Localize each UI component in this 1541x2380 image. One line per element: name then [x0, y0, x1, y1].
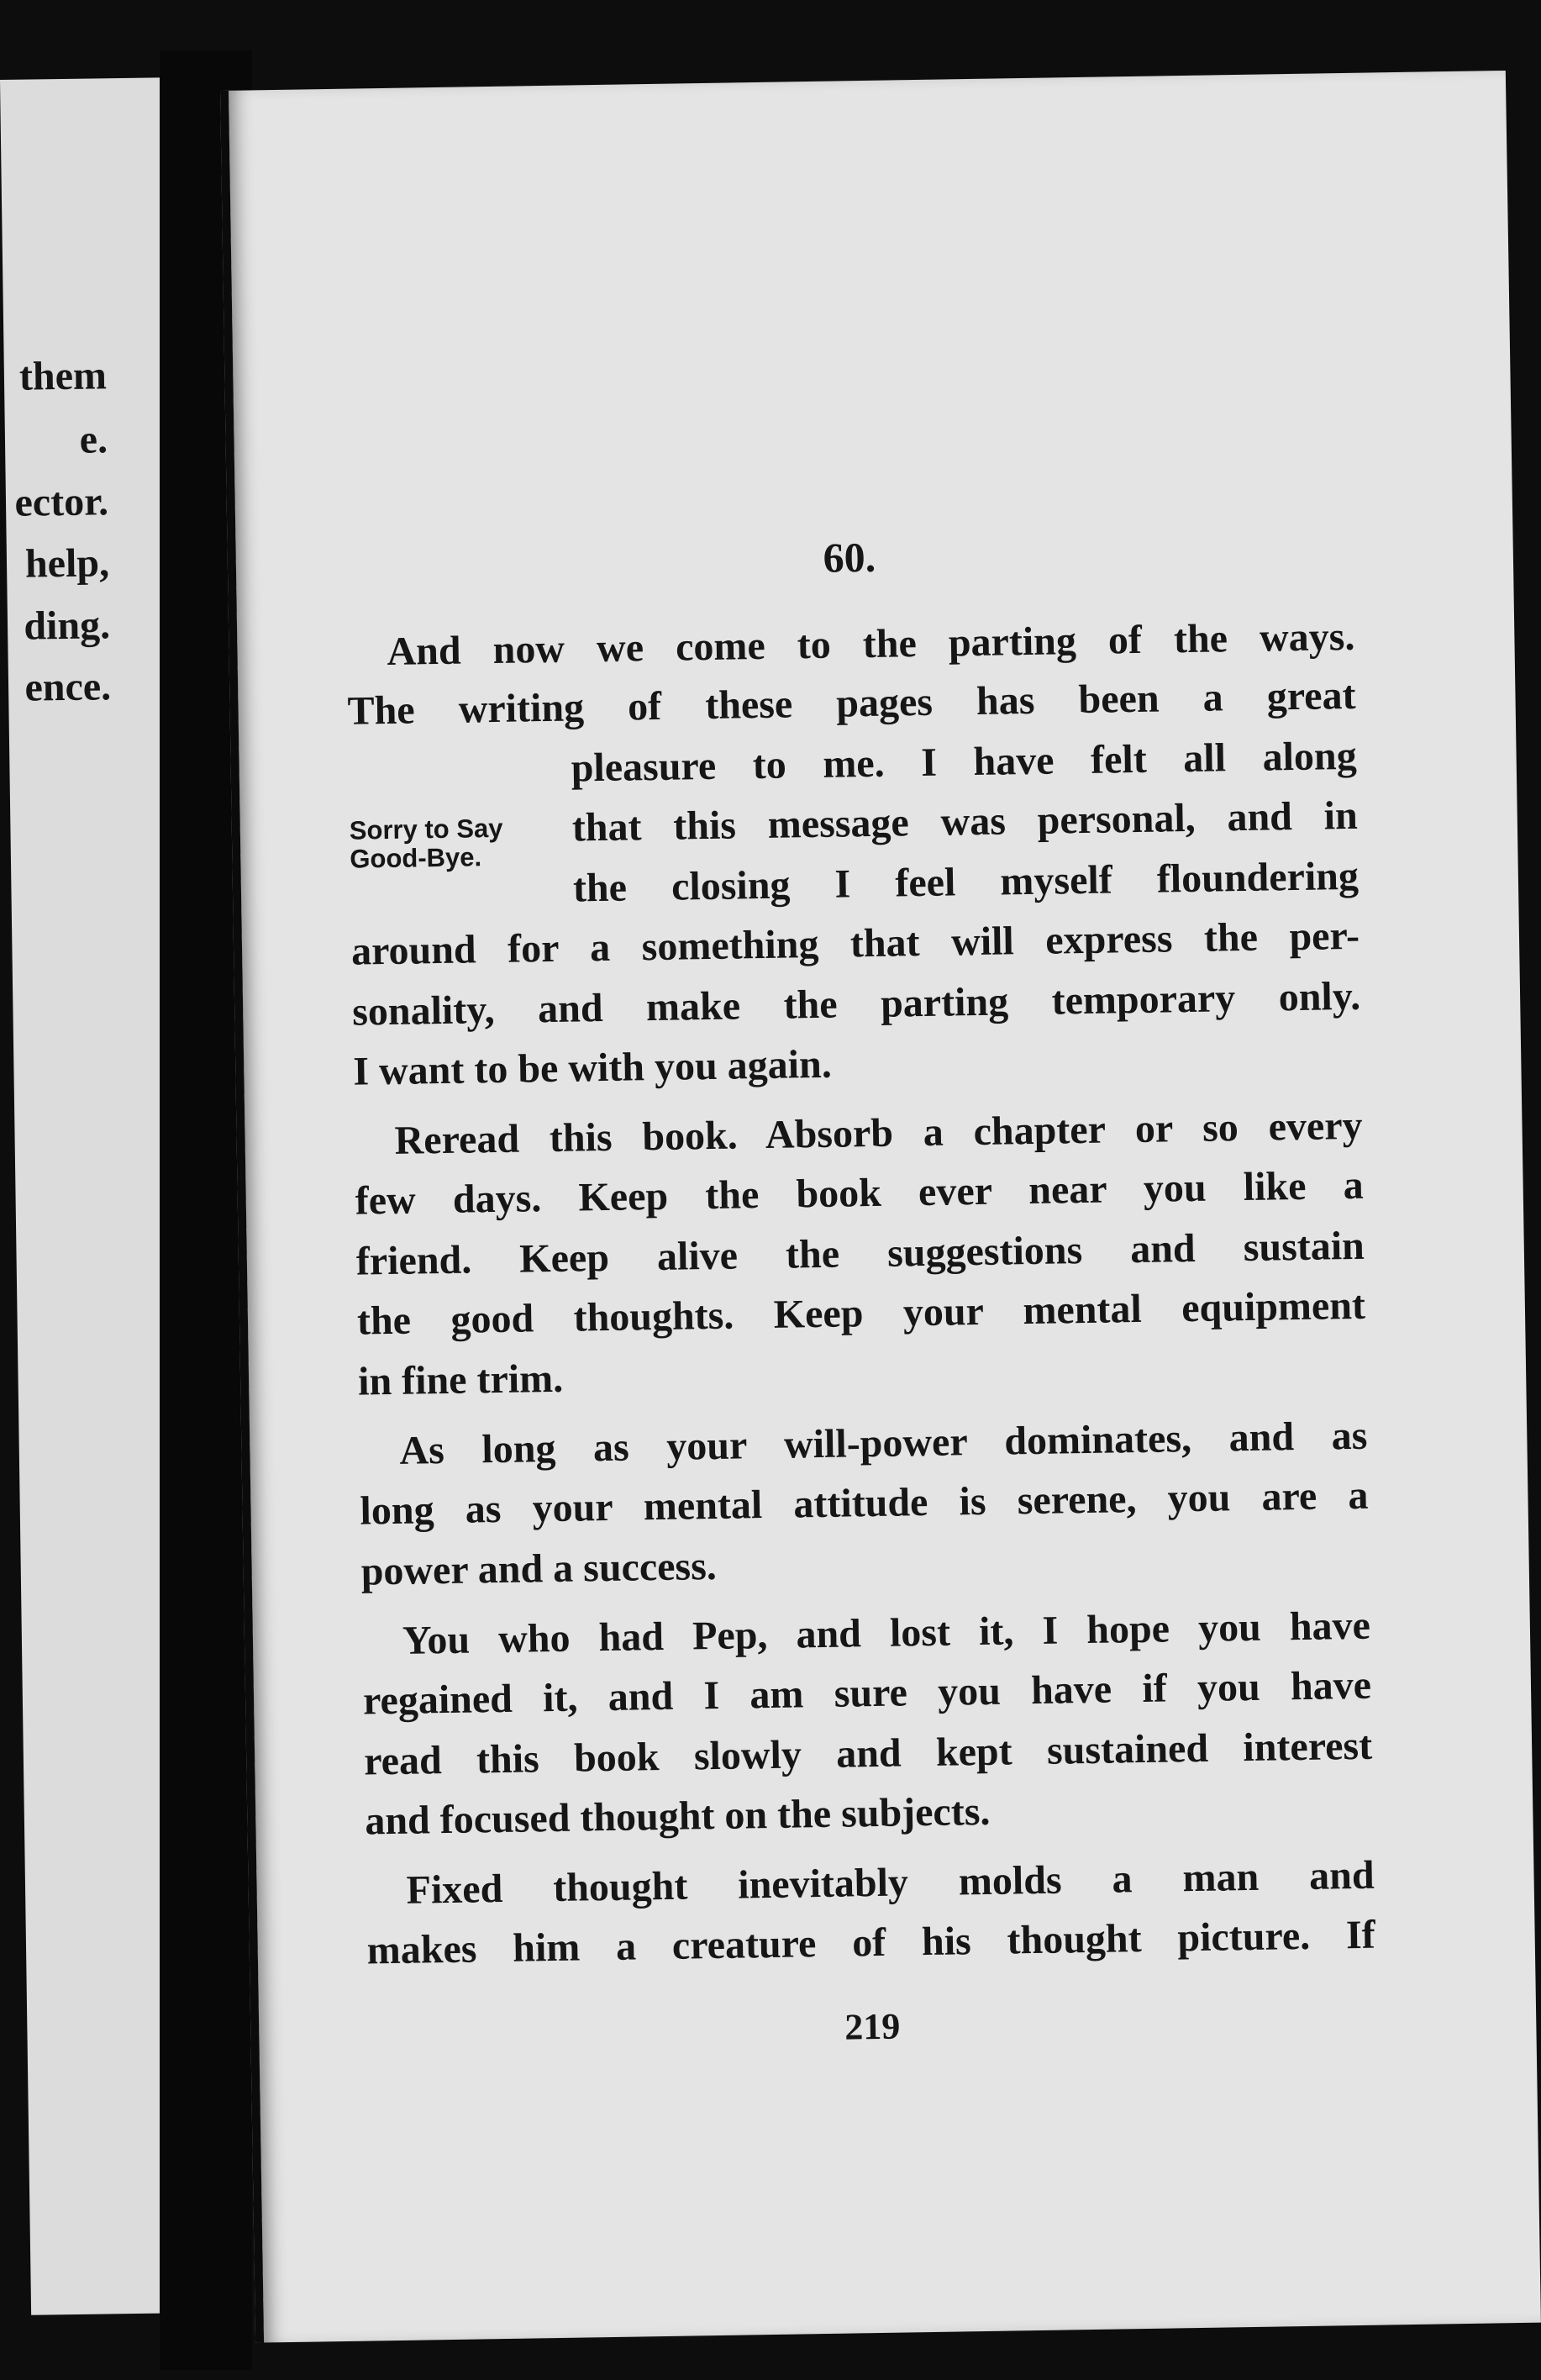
- left-page-fragment: ector.: [14, 479, 109, 525]
- text-line: sonality, and make the parting temporary only.: [351, 973, 1361, 1035]
- chapter-number: 60.: [823, 533, 876, 582]
- text-line: power and a success.: [360, 1543, 718, 1594]
- text-line: the good thoughts. Keep your mental equipment: [356, 1282, 1366, 1344]
- book-page: [220, 71, 1541, 2343]
- page-number: 219: [844, 2005, 901, 2048]
- left-page-fragment: ence.: [24, 664, 112, 710]
- text-line: read this book slowly and kept sustained interest: [363, 1723, 1373, 1784]
- text-line: Reread this book. Absorb a chapter or so every: [394, 1103, 1363, 1163]
- text-line: in fine trim.: [357, 1356, 564, 1404]
- text-line: regained it, and I am sure you have if you have: [362, 1662, 1372, 1724]
- text-line: long as your mental attitude is serene, you are a: [360, 1472, 1369, 1534]
- left-page-fragment: e.: [79, 417, 108, 462]
- text-line: pleasure to me. I have felt all along: [571, 733, 1358, 791]
- left-page-fragment: ding.: [23, 603, 111, 649]
- text-line: that this message was personal, and in: [571, 792, 1359, 850]
- text-line: the closing I feel myself floundering: [572, 853, 1360, 911]
- text-line: Fixed thought inevitably molds a man and: [406, 1852, 1375, 1913]
- text-line: and focused thought on the subjects.: [364, 1788, 991, 1844]
- margin-note-line: Good-Bye.: [350, 842, 482, 874]
- text-line: And now we come to the parting of the ways.: [387, 613, 1355, 674]
- page-content: [338, 73, 1376, 2048]
- text-line: makes him a creature of his thought picture. If: [366, 1912, 1376, 1973]
- text-line: As long as your will-power dominates, and as: [399, 1413, 1368, 1473]
- text-line: friend. Keep alive the suggestions and sustain: [355, 1223, 1365, 1284]
- text-line: You who had Pep, and lost it, I hope you have: [402, 1603, 1371, 1663]
- text-line: I want to be with you again.: [352, 1041, 833, 1094]
- left-page-fragment: help,: [24, 540, 110, 587]
- text-line: around for a something that will express the per-: [350, 913, 1360, 974]
- margin-note: [350, 814, 504, 874]
- left-page-fragment: them: [18, 353, 108, 399]
- margin-note-line: Sorry to Say: [349, 813, 503, 845]
- text-line: few days. Keep the book ever near you like a: [355, 1162, 1365, 1224]
- text-line: The writing of these pages has been a great: [347, 672, 1356, 734]
